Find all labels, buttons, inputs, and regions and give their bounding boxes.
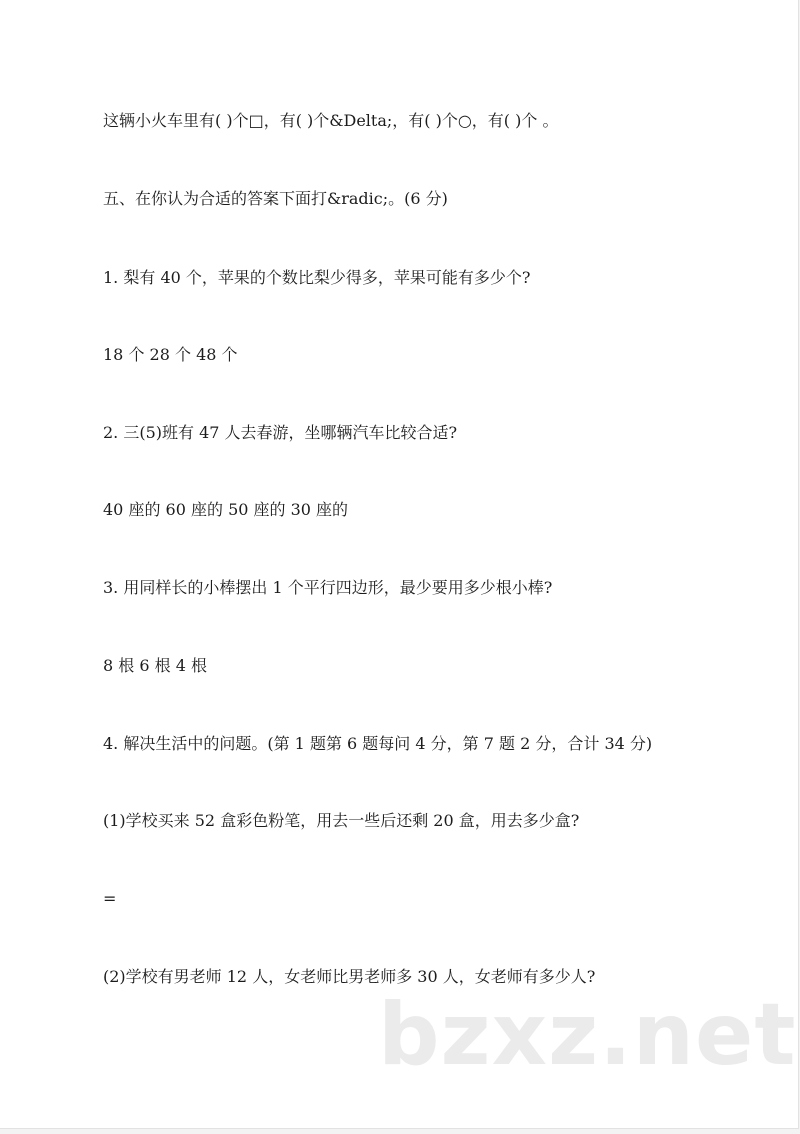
section-four-heading: 4. 解决生活中的问题。(第 1 题第 6 题每问 4 分，第 7 题 2 分，合计 34 分) [103, 734, 653, 753]
problem-1-answer-line: = [103, 889, 117, 908]
section-five-heading: 五、在你认为合适的答案下面打&radic;。(6 分) [103, 189, 448, 208]
problem-1-text: (1)学校买来 52 盒彩色粉笔，用去一些后还剩 20 盒，用去多少盒? [103, 811, 580, 830]
question-1-options: 18 个 28 个 48 个 [103, 345, 238, 364]
question-3-options: 8 根 6 根 4 根 [103, 656, 207, 675]
question-2-options: 40 座的 60 座的 50 座的 30 座的 [103, 500, 349, 519]
train-shape-count-question: 这辆小火车里有( )个□，有( )个&Delta;，有( )个○，有( )个 。 [103, 111, 559, 130]
question-1-text: 1. 梨有 40 个，苹果的个数比梨少得多，苹果可能有多少个? [103, 268, 531, 287]
question-2-text: 2. 三(5)班有 47 人去春游，坐哪辆汽车比较合适? [103, 423, 458, 442]
watermark-logo: bzxz.net [378, 985, 797, 1085]
question-3-text: 3. 用同样长的小棒摆出 1 个平行四边形，最少要用多少根小棒? [103, 578, 553, 597]
problem-2-text: (2)学校有男老师 12 人，女老师比男老师多 30 人，女老师有多少人? [103, 967, 596, 986]
